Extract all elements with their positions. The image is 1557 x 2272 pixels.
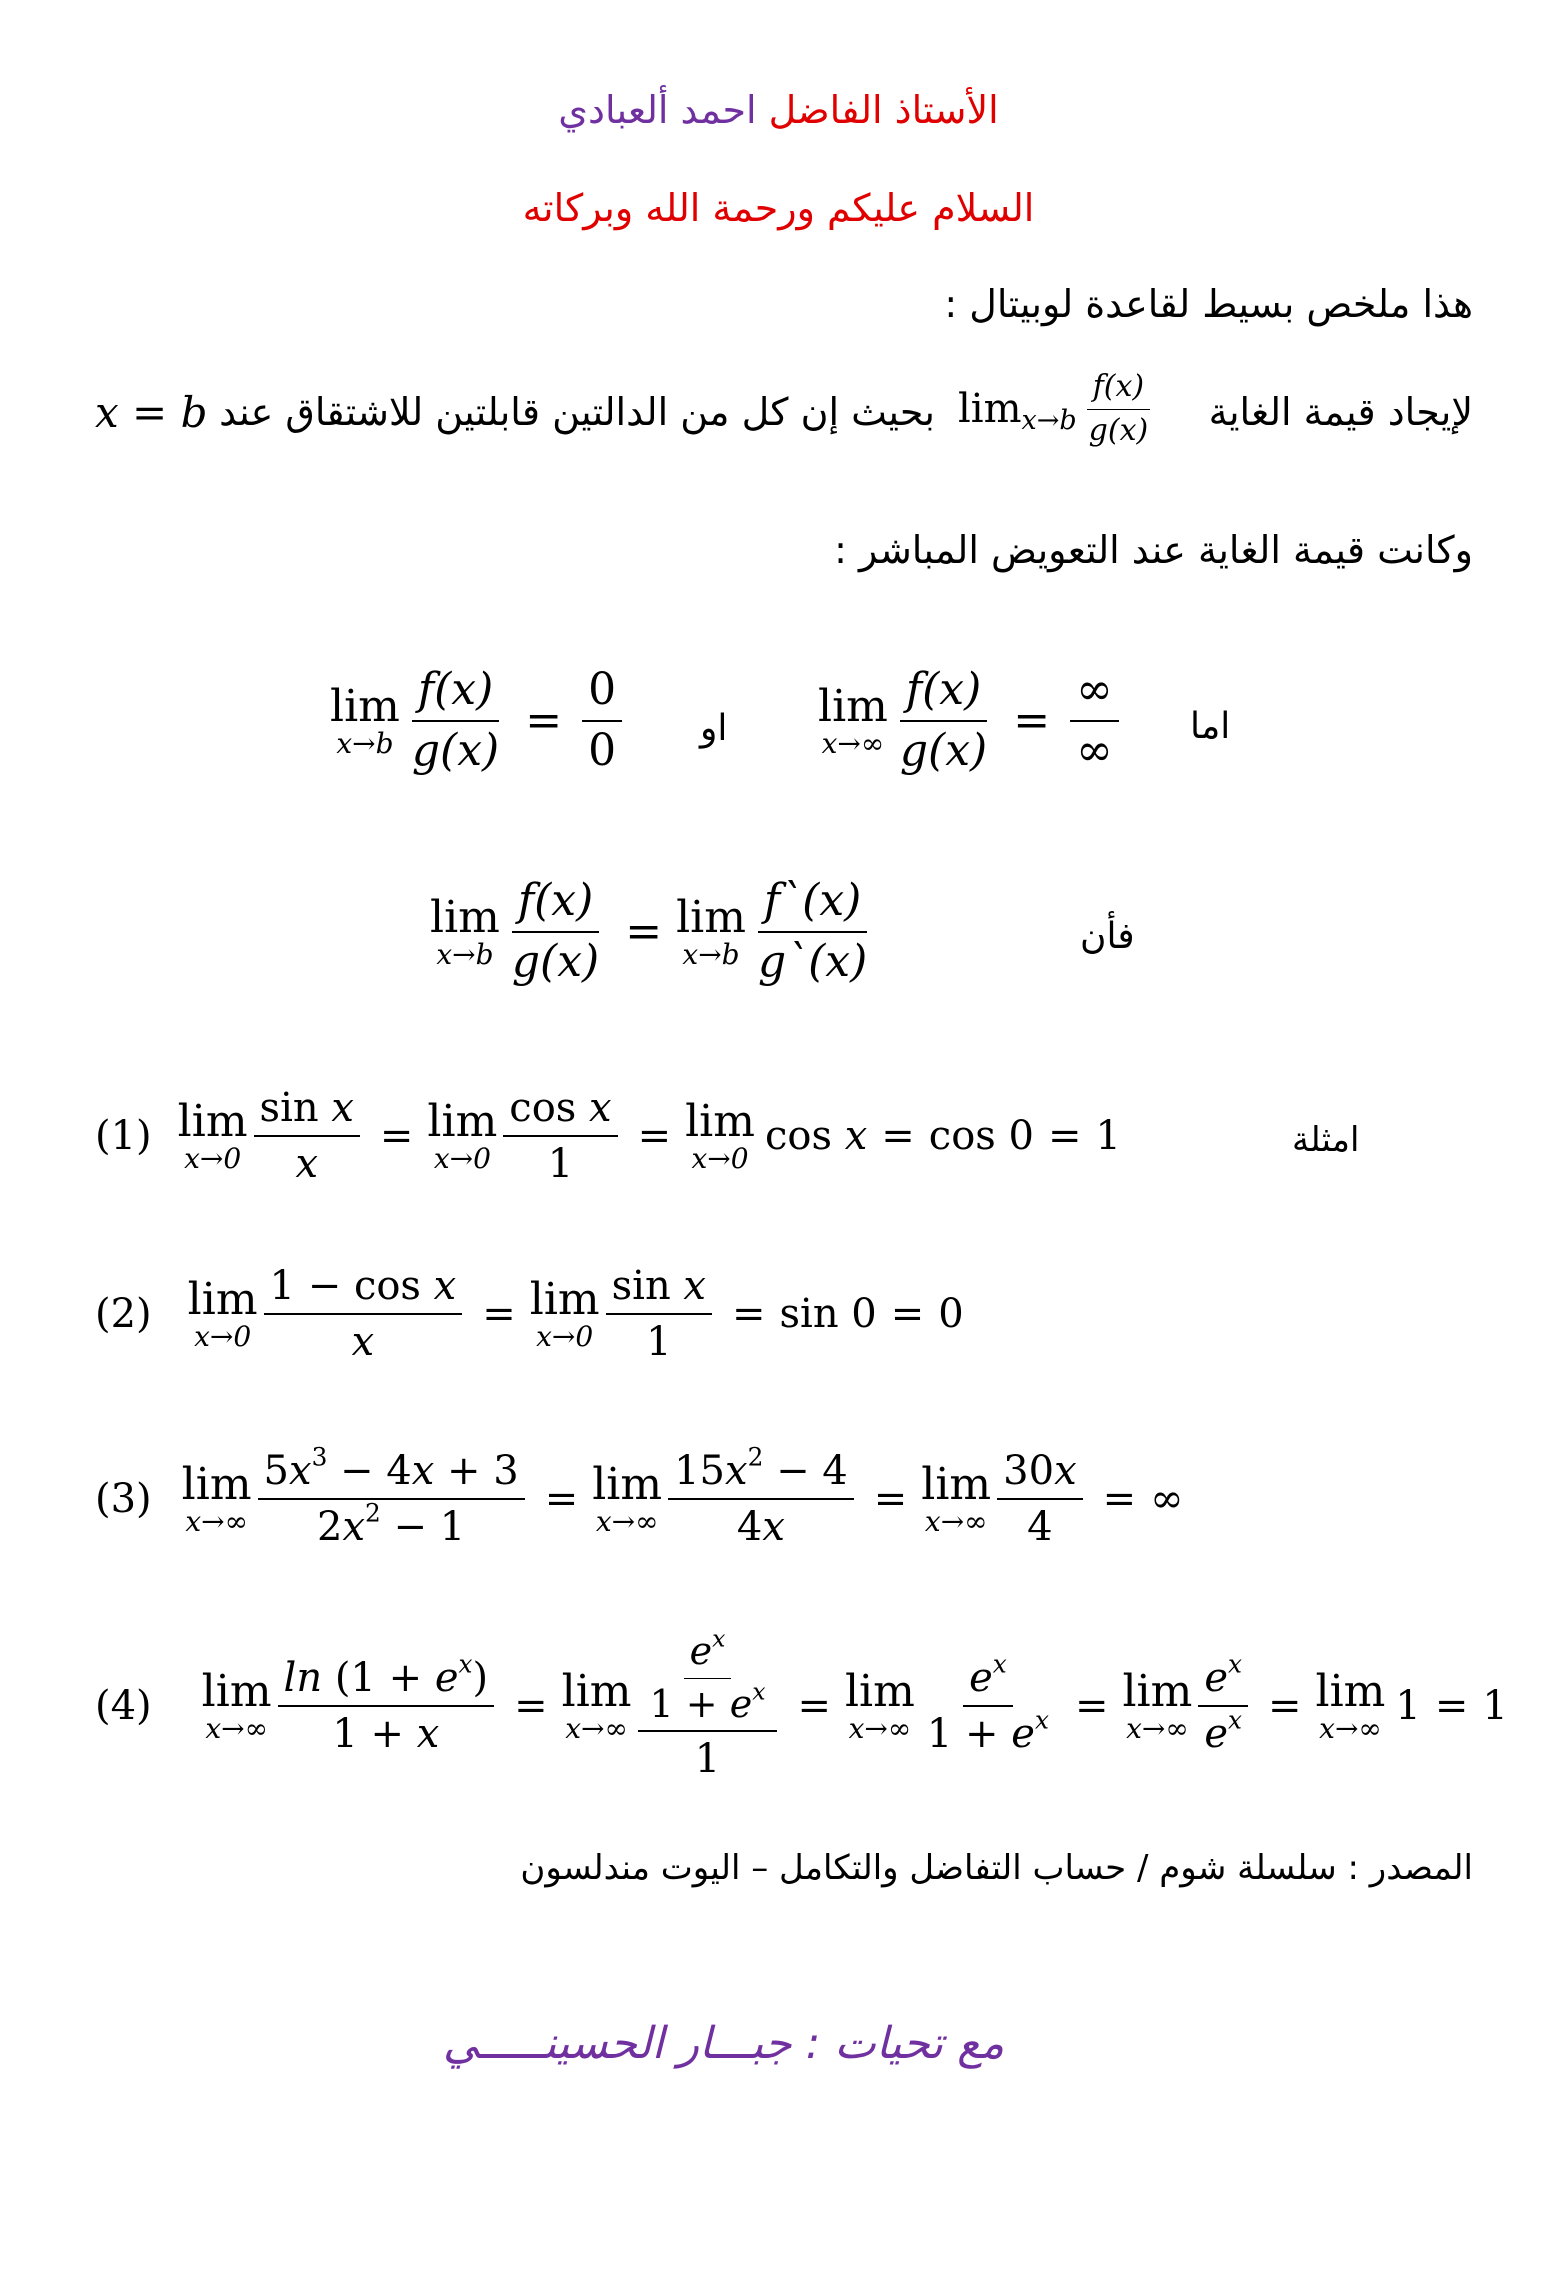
source-citation: المصدر : سلسلة شوم / حساب التفاضل والتكامل – اليوت مندلسون bbox=[520, 1848, 1473, 1888]
example-1: (1) lim x→0 $\frac{\text{sin x}}{x}$ = lim x→0 $\frac{\text{cos x}}{1}$ = lim x→0 cos x = cos 0 = 1 bbox=[95, 1085, 1121, 1187]
examples-label: امثلة bbox=[1292, 1120, 1360, 1160]
intro-line-2-var: x = b bbox=[95, 388, 208, 437]
condition-inf-over-inf: lim x→∞ $\frac{f(x)}{g(x)}$ = $\frac{\infty}{\infty}$ bbox=[818, 665, 1125, 776]
example-4-number: (4) bbox=[95, 1683, 152, 1730]
intro-line-3: وكانت قيمة الغاية عند التعويض المباشر : bbox=[834, 528, 1473, 572]
condition-either: اما bbox=[1190, 706, 1231, 747]
lhopital-rule: lim x→b $\frac{f(x)}{g(x)}$ = lim x→b $\frac{f`(x)}{g`(x)}$ bbox=[430, 875, 868, 987]
intro-limit-expression: lim x→b $\frac{f(x)}{g(x)}$ bbox=[958, 369, 1149, 448]
example-2: (2) lim x→0 $\frac{\text{1 − cos x}}{x}$ = lim x→0 $\frac{\text{sin x}}{1}$ = sin 0 = 0 bbox=[95, 1263, 964, 1365]
title-part-1: الأستاذ الفاضل bbox=[768, 88, 999, 132]
example-4: (4) lim x→∞ $\frac{\ln (1 + e^x)}{1 + x}$ = lim x→∞ $\frac{\frac{e^x}{1 + e^x}}{1}$ = lim x→∞ $\frac{e^x}{1 + e^x}$ = lim x→∞ $\frac{e^x}{e^x}$ = lim x→∞ 1 = 1 bbox=[95, 1624, 1508, 1783]
title-part-2: احمد ألعبادي bbox=[558, 88, 757, 132]
greeting: السلام عليكم ورحمة الله وبركاته bbox=[522, 186, 1035, 230]
rule-then: فأن bbox=[1080, 916, 1135, 957]
intro-line-1: هذا ملخص بسيط لقاعدة لوبيتال : bbox=[944, 282, 1473, 326]
signature: مع تحيات : جبـــار الحسينـــــي bbox=[442, 2018, 1005, 2069]
example-3: (3) lim x→∞ $\frac{5x^3 - 4x + 3}{2x^2 - 1}$ = lim x→∞ $\frac{15x^2 - 4}{4x}$ = lim x→∞ $\frac{30x}{4}$ = ∞ bbox=[95, 1442, 1184, 1550]
example-2-number: (2) bbox=[95, 1291, 152, 1337]
page-title bbox=[0, 88, 1557, 132]
condition-zero-over-zero: lim x→b $\frac{f(x)}{g(x)}$ = $\frac{0}{0}$ bbox=[330, 665, 628, 776]
intro-line-2-text-2: بحيث إن كل من الدالتين قابلتين للاشتقاق عند bbox=[219, 390, 935, 434]
condition-or: او bbox=[700, 708, 728, 749]
example-3-number: (3) bbox=[95, 1476, 152, 1522]
example-1-number: (1) bbox=[95, 1113, 152, 1159]
intro-line-2-text: لإيجاد قيمة الغاية bbox=[1208, 390, 1473, 434]
